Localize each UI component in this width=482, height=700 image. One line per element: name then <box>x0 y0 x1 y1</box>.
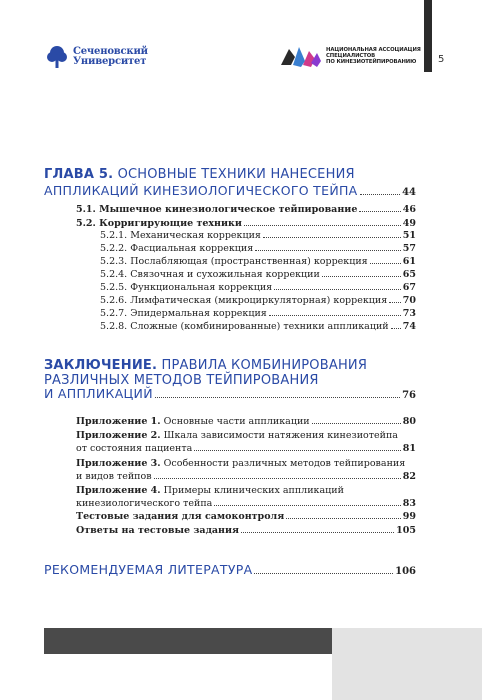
toc-entry-5-2-7[interactable] <box>100 308 416 319</box>
leader-dots <box>312 422 401 424</box>
footer-light-band <box>332 628 482 700</box>
association-logo <box>279 43 421 69</box>
toc-label <box>76 485 344 496</box>
leader-dots <box>194 449 400 451</box>
appendix-number: Приложение 1. <box>76 416 161 427</box>
toc-label: 5.2.5. Функциональная коррекция <box>100 282 273 293</box>
leader-dots <box>214 504 400 506</box>
toc-page: 83 <box>402 498 416 509</box>
answers-title: Ответы на тестовые задания <box>76 525 240 536</box>
leader-dots <box>286 517 401 519</box>
toc-page: 46 <box>402 204 416 215</box>
leader-dots <box>389 301 401 303</box>
leader-dots <box>359 210 400 212</box>
leader-dots <box>391 327 401 329</box>
chapter5-title-line1 <box>44 167 355 182</box>
toc-entry-appendix-2[interactable] <box>76 443 416 454</box>
footer-dark-band <box>44 628 332 654</box>
conclusion-title-part1: ПРАВИЛА КОМБИНИРОВАНИЯ <box>157 358 368 373</box>
toc-entry-5-1[interactable] <box>76 204 416 215</box>
logo-left-line2: Университет <box>73 56 147 67</box>
toc-entry-appendix-4[interactable] <box>76 498 416 509</box>
toc-page: 99 <box>402 511 416 522</box>
appendix-title: Особенности различных методов тейпирования <box>160 458 406 469</box>
toc-entry-5-2-8[interactable] <box>100 321 416 332</box>
toc-page: 57 <box>402 243 416 254</box>
toc-entry-literature[interactable] <box>44 562 416 577</box>
leader-dots <box>370 262 401 264</box>
toc-label <box>76 525 239 536</box>
toc-entry-5-2-4[interactable] <box>100 269 416 280</box>
toc-entry-5-2-2[interactable] <box>100 243 416 254</box>
conclusion-title-part3: И АППЛИКАЦИЙ <box>44 386 153 401</box>
toc-label <box>76 416 310 427</box>
toc-entry-appendix-3-line1[interactable] <box>76 458 416 469</box>
leader-dots <box>255 249 401 251</box>
toc-page: 49 <box>402 218 416 229</box>
leader-dots <box>154 477 401 479</box>
appendix-title: Шкала зависимости натяжения кинезиотейпа <box>160 430 398 441</box>
leader-dots <box>263 236 401 238</box>
toc-entry-5-2[interactable] <box>76 218 416 229</box>
toc-page: 74 <box>402 321 416 332</box>
leader-dots <box>241 531 394 533</box>
toc-page: 81 <box>402 443 416 454</box>
logo-right-line2: СПЕЦИАЛИСТОВ <box>326 53 376 59</box>
toc-label: 5.2.3. Послабляющая (пространственная) коррекция <box>100 256 368 267</box>
toc-page: 73 <box>402 308 416 319</box>
appendix-title: Основные части аппликации <box>160 416 310 427</box>
toc-entry-5-2-3[interactable] <box>100 256 416 267</box>
tree-icon <box>44 44 70 70</box>
appendix-number: Приложение 2. <box>76 430 161 441</box>
toc-entry-conclusion[interactable] <box>44 386 416 401</box>
toc-label: 5.2.6. Лимфатическая (микроциркуляторная) коррекция <box>100 295 388 306</box>
toc-label: 5.2. Корригирующие техники <box>76 218 242 229</box>
toc-page: 65 <box>402 269 416 280</box>
toc-entry-appendix-1[interactable] <box>76 416 416 427</box>
toc-label: 5.2.1. Механическая коррекция <box>100 230 261 241</box>
leader-dots <box>155 396 400 398</box>
toc-entry-5-2-6[interactable] <box>100 295 416 306</box>
leader-dots <box>269 314 401 316</box>
literature-label: РЕКОМЕНДУЕМАЯ ЛИТЕРАТУРА <box>44 562 253 577</box>
toc-entry-appendix-2-line1[interactable] <box>76 430 416 441</box>
logo-right-line1: НАЦИОНАЛЬНАЯ АССОЦИАЦИЯ <box>326 47 421 53</box>
toc-page: 105 <box>396 525 416 536</box>
leader-dots <box>254 572 393 574</box>
appendix-number: Приложение 3. <box>76 458 161 469</box>
chapter5-page: 44 <box>402 187 416 198</box>
footer-white-band <box>44 654 332 700</box>
sechenov-university-logo <box>44 44 148 70</box>
toc-entry-chapter5[interactable] <box>44 183 416 198</box>
toc-label <box>76 430 398 441</box>
toc-entry-tests[interactable] <box>76 511 416 522</box>
conclusion-page: 76 <box>402 390 416 401</box>
toc-page: 67 <box>402 282 416 293</box>
appendix-number: Приложение 4. <box>76 485 161 496</box>
leader-dots <box>244 224 401 226</box>
appendix-title: Примеры клинических аппликаций <box>160 485 344 496</box>
leader-dots <box>274 288 401 290</box>
toc-entry-appendix-4-line1[interactable] <box>76 485 416 496</box>
chapter5-title-part2: АППЛИКАЦИЙ КИНЕЗИОЛОГИЧЕСКОГО ТЕЙПА <box>44 183 358 198</box>
toc-entry-5-2-5[interactable] <box>100 282 416 293</box>
top-divider-bar <box>424 0 432 72</box>
toc-page: 82 <box>402 471 416 482</box>
toc-page: 61 <box>402 256 416 267</box>
leader-dots <box>322 275 401 277</box>
appendix-title-cont: от состояния пациента <box>76 443 193 454</box>
toc-page: 80 <box>402 416 416 427</box>
toc-label: 5.2.8. Сложные (комбинированные) техники аппликаций <box>100 321 389 332</box>
conclusion-title-line2: РАЗЛИЧНЫХ МЕТОДОВ ТЕЙПИРОВАНИЯ <box>44 373 319 388</box>
toc-page: 70 <box>402 295 416 306</box>
toc-entry-appendix-3[interactable] <box>76 471 416 482</box>
conclusion-title-line1 <box>44 358 367 373</box>
logo-left-line1: Сеченовский <box>73 46 148 57</box>
toc-entry-5-2-1[interactable] <box>100 230 416 241</box>
literature-page: 106 <box>395 566 416 577</box>
toc-label <box>76 458 405 469</box>
appendix-title-cont: кинезиологического тейпа <box>76 498 213 509</box>
appendix-title-cont: и видов тейпов <box>76 471 152 482</box>
association-emblem-icon <box>279 43 323 69</box>
toc-label: 5.1. Мышечное кинезиологическое тейпирование <box>76 204 358 215</box>
logo-right-line3: ПО КИНЕЗИОТЕЙПИРОВАНИЮ <box>326 59 417 65</box>
chapter5-title-part1: ОСНОВНЫЕ ТЕХНИКИ НАНЕСЕНИЯ <box>113 167 355 182</box>
toc-label: 5.2.4. Связочная и сухожильная коррекции <box>100 269 320 280</box>
toc-entry-answers[interactable] <box>76 525 416 536</box>
toc-label: 5.2.7. Эпидермальная коррекция <box>100 308 267 319</box>
toc-label <box>76 511 284 522</box>
chapter5-prefix: ГЛАВА 5. <box>44 167 114 182</box>
page-number: 5 <box>438 54 445 65</box>
toc-label: 5.2.2. Фасциальная коррекция <box>100 243 254 254</box>
toc-page: 51 <box>402 230 416 241</box>
leader-dots <box>360 193 401 195</box>
tests-title: Тестовые задания для самоконтроля <box>76 511 285 522</box>
conclusion-prefix: ЗАКЛЮЧЕНИЕ. <box>44 358 158 373</box>
